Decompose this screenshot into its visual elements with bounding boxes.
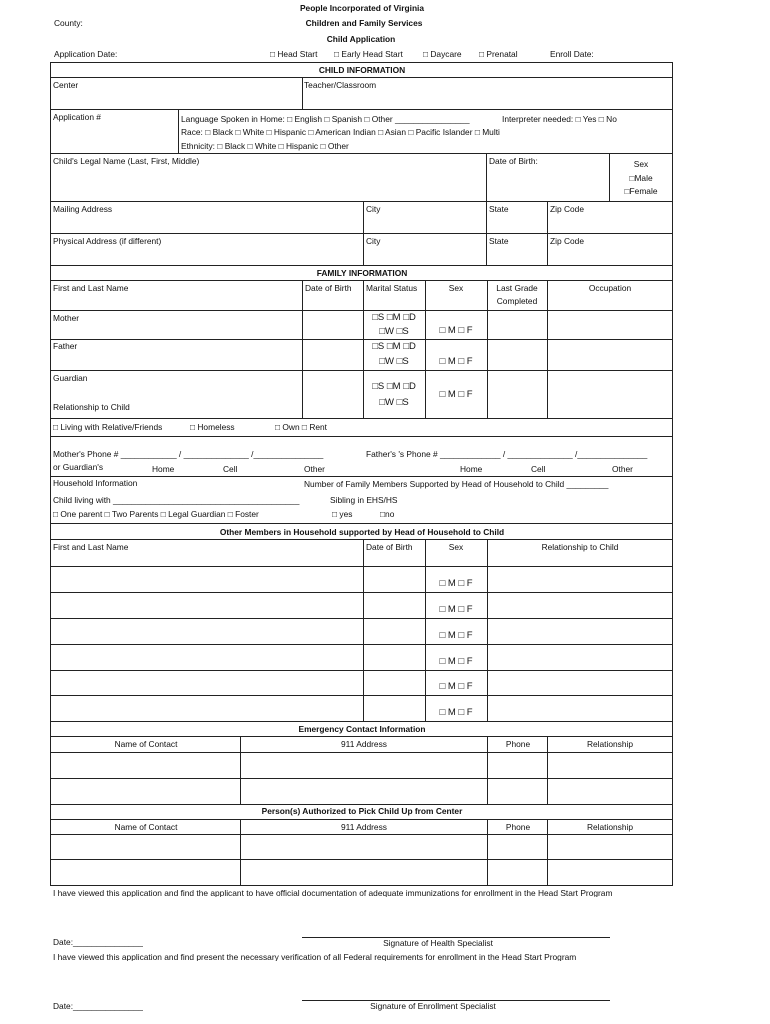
mailing-address-label: Mailing Address (53, 204, 113, 214)
family-col-marital: Marital Status (366, 283, 418, 293)
other-row-2-sex[interactable]: □ M □ F (439, 604, 473, 615)
fathers-phone[interactable]: Father's 's Phone # _____________ / ______________ /_______________ (366, 449, 648, 459)
female-checkbox[interactable]: □Female (624, 186, 658, 196)
other-col-sex: Sex (448, 542, 464, 552)
child-info-title: CHILD INFORMATION (318, 65, 406, 75)
emergency-col-name: Name of Contact (114, 739, 178, 749)
pickup-col-address: 911 Address (341, 822, 387, 832)
family-col-dob: Date of Birth (305, 283, 352, 293)
emergency-col-address: 911 Address (341, 739, 387, 749)
teacher-label: Teacher/Classroom (304, 80, 377, 90)
family-col-grade-2: Completed (496, 296, 538, 306)
guardian-marital-1[interactable]: □S □M □D (372, 381, 416, 392)
org-name: People Incorporated of Virginia (299, 3, 425, 13)
sibling-no-checkbox[interactable]: □no (380, 509, 395, 519)
mother-sex[interactable]: □ M □ F (439, 325, 473, 336)
physical-state-label: State (489, 236, 509, 246)
own-rent-checkbox[interactable]: □ Own □ Rent (275, 422, 328, 432)
language-spoken[interactable]: Language Spoken in Home: □ English □ Spanish □ Other ________________ (181, 114, 470, 124)
family-col-occupation: Occupation (588, 283, 632, 293)
father-other-label: Other (612, 464, 633, 474)
other-members-title: Other Members in Household supported by Head of Household to Child (219, 527, 505, 537)
mailing-city-label: City (366, 204, 381, 214)
other-row-4-sex[interactable]: □ M □ F (439, 656, 473, 667)
other-row-6-sex[interactable]: □ M □ F (439, 707, 473, 718)
family-col-grade-1: Last Grade (496, 283, 538, 293)
legal-name-label: Child's Legal Name (Last, First, Middle) (53, 156, 200, 166)
father-marital-2[interactable]: □W □S (379, 356, 409, 367)
family-col-name: First and Last Name (53, 283, 129, 293)
living-with-relative-checkbox[interactable]: □ Living with Relative/Friends (53, 422, 163, 432)
father-home-label: Home (460, 464, 483, 474)
ethnicity-options[interactable]: Ethnicity: □ Black □ White □ Hispanic □ Other (181, 141, 349, 151)
pickup-col-name: Name of Contact (114, 822, 178, 832)
date-line-1[interactable]: Date:_______________ (53, 937, 143, 947)
mothers-phone[interactable]: Mother's Phone # ____________ / ______________ /_______________ (53, 449, 324, 459)
or-guardians-label: or Guardian's (53, 462, 104, 472)
sibling-yes-checkbox[interactable]: □ yes (332, 509, 353, 519)
other-row-1-sex[interactable]: □ M □ F (439, 578, 473, 589)
center-label: Center (53, 80, 79, 90)
mother-marital-1[interactable]: □S □M □D (372, 312, 416, 323)
race-options[interactable]: Race: □ Black □ White □ Hispanic □ American Indian □ Asian □ Pacific Islander □ Multi (181, 127, 500, 137)
other-row-3-sex[interactable]: □ M □ F (439, 630, 473, 641)
child-living-with[interactable]: Child living with ________________________________________ (53, 495, 300, 505)
form-title: Child Application (326, 34, 396, 44)
application-date-label: Application Date: (54, 49, 118, 59)
emergency-title: Emergency Contact Information (298, 724, 426, 734)
living-options[interactable]: □ One parent □ Two Parents □ Legal Guardian □ Foster (53, 509, 259, 519)
enroll-date-label: Enroll Date: (550, 49, 594, 59)
father-sex[interactable]: □ M □ F (439, 356, 473, 367)
dob-label: Date of Birth: (489, 156, 538, 166)
mother-cell-label: Cell (223, 464, 238, 474)
pickup-title: Person(s) Authorized to Pick Child Up from Center (261, 806, 463, 816)
pickup-col-relationship: Relationship (586, 822, 634, 832)
other-col-name: First and Last Name (53, 542, 129, 552)
guardian-marital-2[interactable]: □W □S (379, 397, 409, 408)
other-col-dob: Date of Birth (366, 542, 413, 552)
mother-other-label: Other (304, 464, 325, 474)
head-start-checkbox[interactable]: □ Head Start (270, 49, 318, 59)
pickup-col-phone: Phone (505, 822, 531, 832)
other-col-relationship: Relationship to Child (541, 542, 619, 552)
health-signature-label: Signature of Health Specialist (383, 938, 493, 948)
members-supported[interactable]: Number of Family Members Supported by Head of Household to Child _________ (304, 479, 609, 489)
application-number-label: Application # (53, 112, 101, 122)
emergency-col-phone: Phone (505, 739, 531, 749)
physical-zip-label: Zip Code (550, 236, 584, 246)
guardian-label: Guardian (53, 373, 88, 383)
emergency-col-relationship: Relationship (586, 739, 634, 749)
sibling-ehs-label: Sibling in EHS/HS (330, 495, 398, 505)
family-info-title: FAMILY INFORMATION (316, 268, 408, 278)
father-marital-1[interactable]: □S □M □D (372, 341, 416, 352)
homeless-checkbox[interactable]: □ Homeless (190, 422, 235, 432)
father-label: Father (53, 341, 78, 351)
county-label: County: (54, 18, 83, 28)
form-border-right (672, 62, 673, 885)
verification-statement: I have viewed this application and find present the necessary verification of all Federal requirements for enrollment in the Head Start Program (53, 953, 577, 962)
immunization-statement: I have viewed this application and find the applicant to have official documentation of adequate immunizations for enrollment in the Head Start Program (53, 889, 613, 898)
mother-home-label: Home (152, 464, 175, 474)
date-line-2[interactable]: Date:_______________ (53, 1001, 143, 1011)
child-sex-label: Sex (633, 159, 649, 169)
male-checkbox[interactable]: □Male (629, 173, 653, 183)
physical-address-label: Physical Address (if different) (53, 236, 162, 246)
other-row-5-sex[interactable]: □ M □ F (439, 681, 473, 692)
mother-marital-2[interactable]: □W □S (379, 326, 409, 337)
household-info-label: Household Information (53, 478, 138, 488)
department: Children and Family Services (305, 18, 423, 28)
father-cell-label: Cell (531, 464, 546, 474)
enrollment-signature-label: Signature of Enrollment Specialist (370, 1001, 496, 1011)
guardian-sex[interactable]: □ M □ F (439, 389, 473, 400)
family-col-sex: Sex (448, 283, 464, 293)
form-border-left (50, 62, 51, 885)
mailing-state-label: State (489, 204, 509, 214)
physical-city-label: City (366, 236, 381, 246)
mailing-zip-label: Zip Code (550, 204, 584, 214)
early-head-start-checkbox[interactable]: □ Early Head Start (334, 49, 403, 59)
prenatal-checkbox[interactable]: □ Prenatal (479, 49, 518, 59)
daycare-checkbox[interactable]: □ Daycare (423, 49, 462, 59)
interpreter-needed[interactable]: Interpreter needed: □ Yes □ No (502, 114, 617, 124)
relationship-label: Relationship to Child (53, 402, 130, 412)
mother-label: Mother (53, 313, 80, 323)
